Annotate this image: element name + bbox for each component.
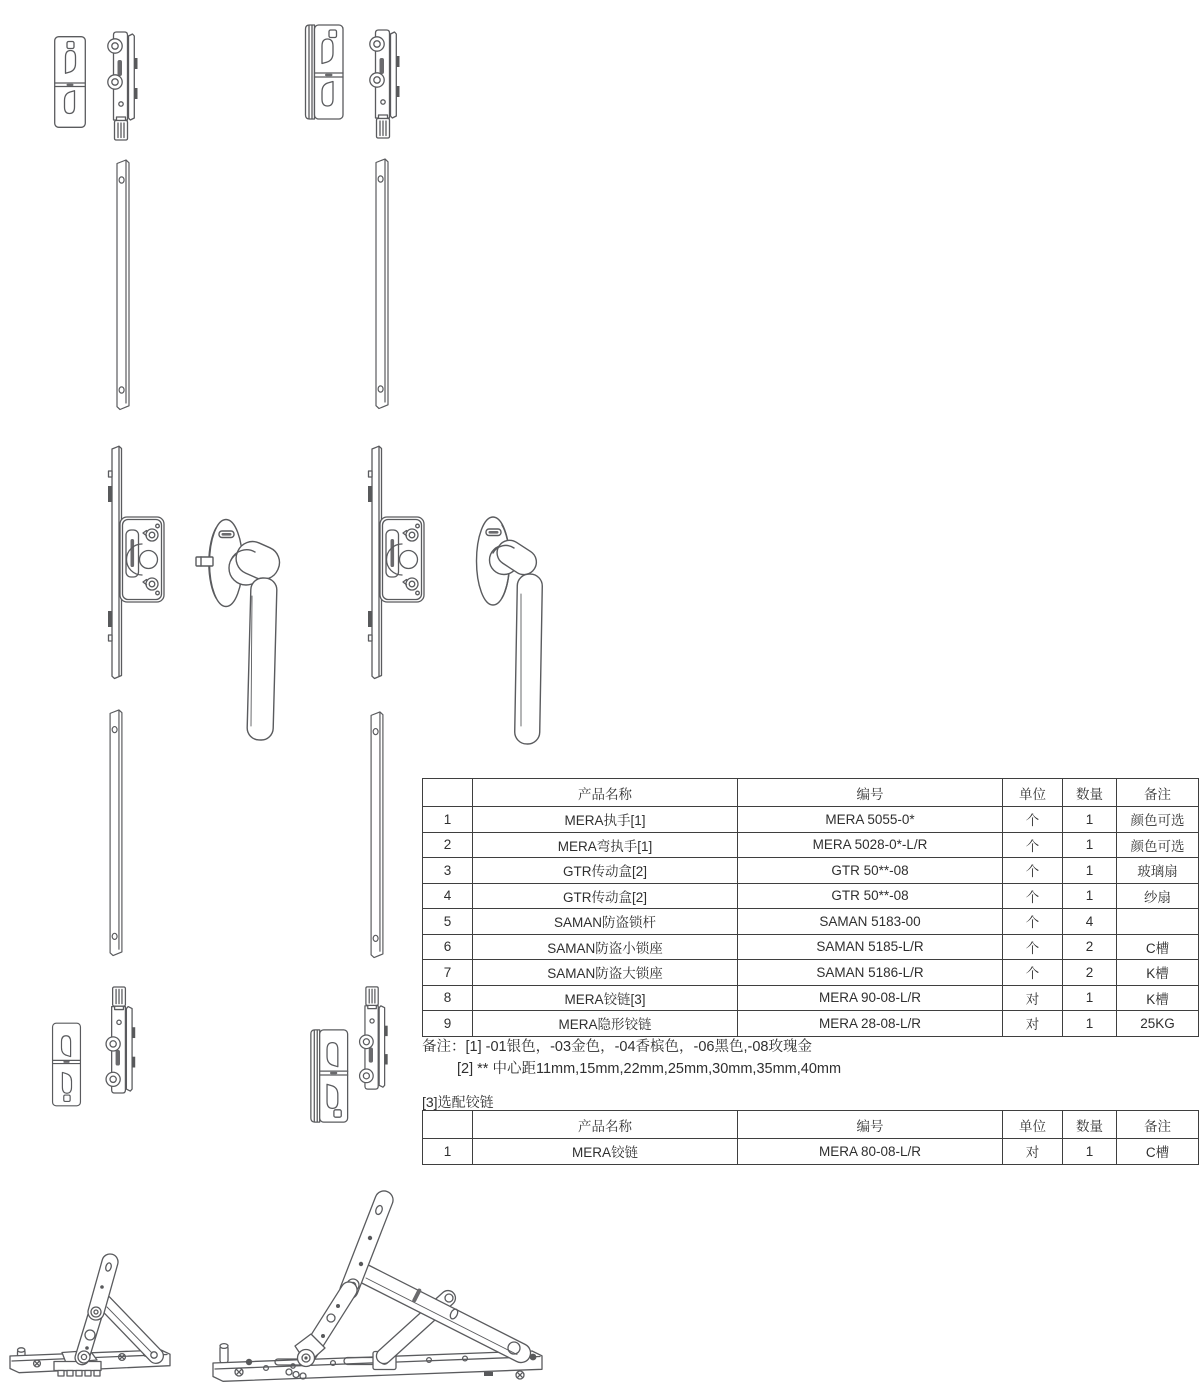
cell: 玻璃扇 — [1117, 858, 1199, 884]
lock-rod-drawing — [105, 706, 127, 960]
cell: 1 — [423, 1139, 473, 1165]
cell: 2 — [1063, 960, 1117, 986]
cell: SAMAN 5185-L/R — [738, 934, 1003, 960]
cell: 个 — [1003, 883, 1063, 909]
cell: SAMAN 5186-L/R — [738, 960, 1003, 986]
cell: 对 — [1003, 985, 1063, 1011]
cell: MERA执手[1] — [473, 807, 738, 833]
header-cell: 单位 — [1003, 779, 1063, 807]
cell: 个 — [1003, 807, 1063, 833]
cell: GTR传动盒[2] — [473, 858, 738, 884]
cell: 1 — [423, 807, 473, 833]
table-row — [423, 807, 1199, 833]
table-row — [423, 883, 1199, 909]
main-spec-table — [422, 778, 1199, 1037]
cell: C槽 — [1117, 1139, 1199, 1165]
cell: 颜色可选 — [1117, 832, 1199, 858]
gearbox-drawing — [365, 441, 427, 701]
lock-rod-drawing — [371, 155, 393, 413]
keeper-plate-drawing — [51, 1019, 82, 1110]
cell: K槽 — [1117, 985, 1199, 1011]
cell: MERA 80-08-L/R — [738, 1139, 1003, 1165]
notes-line-1-text: [1] -01银色，-03金色，-04香槟色，-06黑色,-08玫瑰金 — [465, 1039, 812, 1055]
cell: MERA隐形铰链 — [473, 1011, 738, 1037]
lock-striker-drawing — [367, 28, 401, 140]
table-row — [423, 985, 1199, 1011]
header-cell — [423, 779, 473, 807]
header-cell: 产品名称 — [473, 1111, 738, 1139]
cell: 1 — [1063, 1011, 1117, 1037]
lock-rod-drawing — [112, 156, 134, 414]
cell — [1117, 909, 1199, 935]
friction-hinge-small-drawing — [4, 1240, 186, 1394]
lock-striker-drawing — [103, 985, 137, 1095]
notes-line-2 — [422, 1057, 841, 1078]
cell: 2 — [423, 832, 473, 858]
table-header-row — [423, 779, 1199, 807]
cell: 1 — [1063, 883, 1117, 909]
window-handle-front-drawing — [463, 504, 551, 746]
optional-hinge-table — [422, 1110, 1199, 1165]
cell: MERA 90-08-L/R — [738, 985, 1003, 1011]
lock-rod-drawing — [366, 708, 388, 962]
cell: GTR 50**-08 — [738, 858, 1003, 884]
cell: 1 — [1063, 807, 1117, 833]
table-row — [423, 832, 1199, 858]
cell: 7 — [423, 960, 473, 986]
table-row — [423, 858, 1199, 884]
cell: MERA 5055-0* — [738, 807, 1003, 833]
keeper-plate-drawing — [53, 35, 87, 129]
table-header-row — [423, 1111, 1199, 1139]
table-row — [423, 1139, 1199, 1165]
cell: MERA铰链[3] — [473, 985, 738, 1011]
cell: 6 — [423, 934, 473, 960]
cell: SAMAN防盗锁杆 — [473, 909, 738, 935]
cell: 个 — [1003, 858, 1063, 884]
cell: MERA 28-08-L/R — [738, 1011, 1003, 1037]
cell: 1 — [1063, 1139, 1117, 1165]
cell: MERA铰链 — [473, 1139, 738, 1165]
table-row — [423, 960, 1199, 986]
cell: 颜色可选 — [1117, 807, 1199, 833]
lock-striker-drawing — [356, 985, 390, 1091]
cell: SAMAN 5183-00 — [738, 909, 1003, 935]
cell: MERA 5028-0*-L/R — [738, 832, 1003, 858]
keeper-plate-3d-drawing — [307, 1026, 351, 1126]
notes-line-2-text: [2] ** 中心距11mm,15mm,22mm,25mm,30mm,35mm,40mm — [457, 1061, 842, 1077]
cell: 5 — [423, 909, 473, 935]
cell: 4 — [423, 883, 473, 909]
table-row — [423, 934, 1199, 960]
cell: 8 — [423, 985, 473, 1011]
cell: MERA弯执手[1] — [473, 832, 738, 858]
cell: 1 — [1063, 832, 1117, 858]
cell: SAMAN防盗大锁座 — [473, 960, 738, 986]
cell: K槽 — [1117, 960, 1199, 986]
header-cell: 备注 — [1117, 779, 1199, 807]
cell: 4 — [1063, 909, 1117, 935]
cell: 个 — [1003, 909, 1063, 935]
cell: 1 — [1063, 858, 1117, 884]
cell: 1 — [1063, 985, 1117, 1011]
cell: GTR 50**-08 — [738, 883, 1003, 909]
cell: GTR传动盒[2] — [473, 883, 738, 909]
header-cell: 编号 — [738, 1111, 1003, 1139]
header-cell: 编号 — [738, 779, 1003, 807]
cell: 个 — [1003, 934, 1063, 960]
optional-hinge-label: [3]选配铰链 — [422, 1094, 494, 1110]
header-cell — [423, 1111, 473, 1139]
header-cell: 数量 — [1063, 779, 1117, 807]
notes-prefix: 备注： — [422, 1039, 466, 1055]
header-cell: 备注 — [1117, 1111, 1199, 1139]
cell: 个 — [1003, 960, 1063, 986]
header-cell: 产品名称 — [473, 779, 738, 807]
keeper-plate-3d-drawing — [302, 21, 346, 123]
lock-striker-drawing — [105, 30, 139, 142]
cell: 9 — [423, 1011, 473, 1037]
cell: 3 — [423, 858, 473, 884]
window-handle-drawing — [190, 500, 290, 745]
cell: 对 — [1003, 1011, 1063, 1037]
table-row — [423, 909, 1199, 935]
cell: 对 — [1003, 1139, 1063, 1165]
table-row — [423, 1011, 1199, 1037]
cell: 个 — [1003, 832, 1063, 858]
cell: 2 — [1063, 934, 1117, 960]
cell: C槽 — [1117, 934, 1199, 960]
header-cell: 数量 — [1063, 1111, 1117, 1139]
header-cell: 单位 — [1003, 1111, 1063, 1139]
cell: SAMAN防盗小锁座 — [473, 934, 738, 960]
gearbox-drawing — [105, 441, 167, 701]
cell: 25KG — [1117, 1011, 1199, 1037]
friction-hinge-large-drawing — [203, 1186, 553, 1400]
notes-line-1 — [422, 1035, 812, 1056]
cell: 纱扇 — [1117, 883, 1199, 909]
